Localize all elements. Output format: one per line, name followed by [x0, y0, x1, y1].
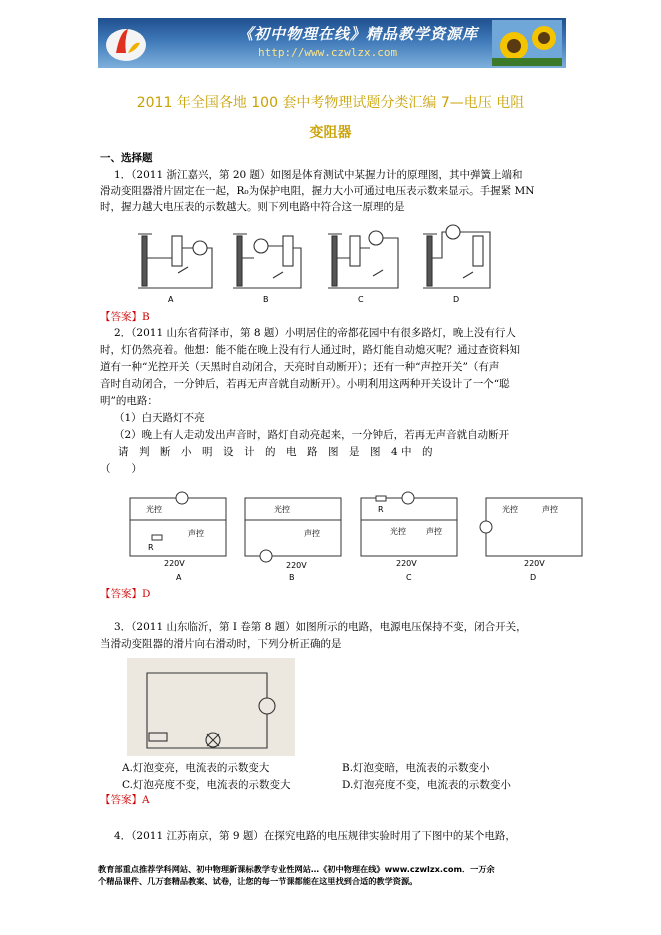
- page-title-line1: 2011 年全国各地 100 套中考物理试题分类汇编 7—电压 电阻: [136, 95, 525, 111]
- q2-d-sound: 声控: [542, 505, 558, 514]
- footer-line-1: 教育部重点推荐学科网站、初中物理新课标教学专业性网站…《初中物理在线》www.czwlzx.com．一万余: [98, 864, 495, 874]
- q2-text-1: 2．（2011 山东省荷泽市，第 8 题）小明居住的帝都花园中有很多路灯，晚上没有行人: [114, 327, 516, 339]
- q2-c-r: R: [378, 505, 384, 514]
- q1-answer: 【答案】B: [100, 311, 150, 323]
- sunflower-image: [492, 20, 562, 66]
- header-banner: [98, 18, 566, 68]
- q2-label-d: D: [530, 573, 537, 582]
- q3-option-b: B.灯泡变暗，电流表的示数变小: [342, 762, 490, 774]
- q2-a-sound: 声控: [188, 529, 204, 538]
- q1-figure: [128, 218, 498, 308]
- q2-b-voltage: 220V: [286, 561, 307, 570]
- page-title-line2: 变阻器: [309, 125, 352, 141]
- q1-label-b: B: [263, 295, 269, 304]
- q2-text-5: 明”的电路：: [100, 395, 158, 407]
- q1-label-c: C: [358, 295, 364, 304]
- q2-text-4: 音时自动闭合，一分钟后，若再无声音就自动断开）。小明利用这两种开关设计了一个“聪: [100, 378, 510, 390]
- q3-text-2: 当滑动变阻器的滑片向右滑动时，下列分析正确的是: [100, 638, 342, 650]
- q2-label-c: C: [406, 573, 412, 582]
- footer-line-2: 个精品课件、几万套精品教案、试卷，让您的每一节课都能在这里找到合适的教学资源。: [98, 876, 418, 886]
- q2-d-light: 光控: [502, 505, 518, 514]
- q2-b-light: 光控: [274, 505, 290, 514]
- q2-text-7: （2）晚上有人走动发出声音时，路灯自动亮起来，一分钟后，若再无声音就自动断开: [114, 429, 510, 441]
- q3-figure: [127, 658, 295, 756]
- q2-a-r: R: [148, 543, 154, 552]
- q2-d-voltage: 220V: [524, 559, 545, 568]
- q2-b-sound: 声控: [304, 529, 320, 538]
- q2-text-3: 道有一种“光控开关（天黑时自动闭合，天亮时自动断开）；还有一种“声控开关”（有声: [100, 361, 500, 373]
- section-heading: 一、选择题: [100, 152, 153, 164]
- q2-label-a: A: [176, 573, 182, 582]
- q2-a-light: 光控: [146, 505, 162, 514]
- q2-a-voltage: 220V: [164, 559, 185, 568]
- q2-text-2: 时，灯仍然亮着。他想：能不能在晚上没有行人通过时，路灯能自动熄灭呢？通过查资料知: [100, 344, 520, 356]
- q3-option-a: A.灯泡变亮，电流表的示数变大: [122, 762, 270, 774]
- page-footer: [98, 863, 568, 887]
- q2-figure: [126, 490, 586, 582]
- q1-text-1: 1．（2011 浙江嘉兴，第 20 题）如图是体育测试中某握力计的原理图，其中弹簧上端和: [114, 169, 523, 181]
- q2-label-b: B: [289, 573, 295, 582]
- q3-answer: 【答案】A: [100, 794, 150, 806]
- banner-url[interactable]: http://www.czwlzx.com: [258, 46, 398, 59]
- q4-text-1: 4．（2011 江苏南京，第 9 题）在探究电路的电压规律实验时用了下图中的某个电路，: [114, 830, 516, 842]
- q3-text-1: 3．（2011 山东临沂，第 I 卷第 8 题）如图所示的电路，电源电压保持不变，闭合开关，: [114, 621, 527, 633]
- q2-answer: 【答案】D: [100, 588, 151, 600]
- q3-option-d: D.灯泡亮度不变，电流表的示数变小: [342, 779, 511, 791]
- q2-c-voltage: 220V: [396, 559, 417, 568]
- q2-text-8: 请 判 断 小 明 设 计 的 电 路 图 是 图 4 中 的: [118, 446, 433, 458]
- q1-text-2: 滑动变阻器滑片固定在一起，R₀为保护电阻，握力大小可通过电压表示数来显示。手握紧 MN: [100, 185, 535, 197]
- site-logo: [104, 23, 148, 63]
- q1-label-a: A: [168, 295, 174, 304]
- q2-text-6: （1）白天路灯不亮: [114, 412, 205, 424]
- q2-c-sound: 声控: [426, 527, 442, 536]
- q3-option-c: C.灯泡亮度不变，电流表的示数变大: [122, 779, 291, 791]
- q1-label-d: D: [453, 295, 460, 304]
- banner-title: 《初中物理在线》精品教学资源库: [238, 25, 479, 43]
- q2-text-9: （ ）: [100, 463, 142, 475]
- q1-text-3: 时，握力越大电压表的示数越大。则下列电路中符合这一原理的是: [100, 201, 405, 213]
- q2-c-light: 光控: [390, 527, 406, 536]
